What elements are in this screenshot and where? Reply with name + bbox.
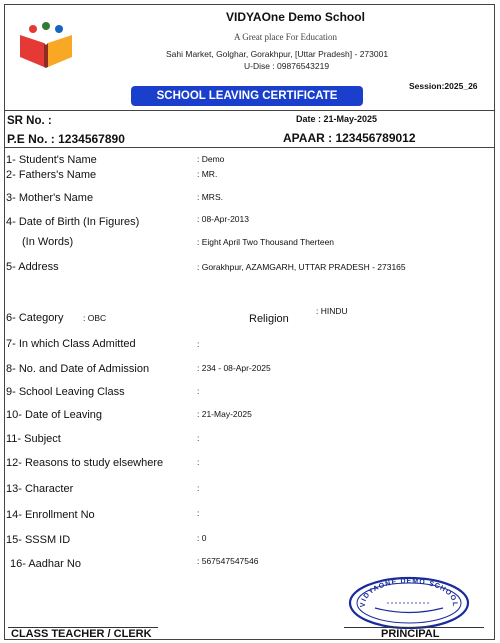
enrollment-value: : [197,508,200,518]
category-label: 6- Category [6,312,64,324]
school-tagline: A Great place For Education [234,32,337,42]
sssm-label: 15- SSSM ID [6,534,71,546]
subject-value: : [197,433,200,443]
father-name-value: : MR. [197,169,218,179]
aadhar-label: 16- Aadhar No [10,558,81,570]
student-name-value: : Demo [197,154,225,164]
sssm-value: : 0 [197,533,207,543]
address-label: 5- Address [6,261,59,273]
leaving-class-value: : [197,386,200,396]
details-divider [4,147,495,148]
header-divider [4,110,495,111]
session-label: Session:2025_26 [409,81,478,91]
aadhar-value: : 567547547546 [197,556,259,566]
teacher-signature-label: CLASS TEACHER / CLERK [11,628,152,640]
dob-figures-value: : 08-Apr-2013 [197,214,249,224]
category-value: : OBC [83,313,107,323]
leaving-class-label: 9- School Leaving Class [6,386,125,398]
reasons-label: 12- Reasons to study elsewhere [6,457,164,469]
dob-figures-label: 4- Date of Birth (In Figures) [6,216,140,228]
issue-date: Date : 21-May-2025 [296,114,378,124]
character-label: 13- Character [6,483,74,495]
father-name-label: 2- Fathers's Name [6,169,97,181]
sr-number: SR No. : [7,115,52,127]
school-address: Sahi Market, Golghar, Gorakhpur, [Uttar Pradesh] - 273001 [166,49,389,59]
student-name-label: 1- Student's Name [6,154,97,166]
seal-text: VIDYAONE DEMO SCHOOL [359,577,459,608]
reasons-value: : [197,457,200,467]
enrollment-label: 14- Enrollment No [6,509,95,521]
mother-name-label: 3- Mother's Name [6,192,94,204]
class-admitted-value: : [197,339,200,349]
dob-words-value: : Eight April Two Thousand Therteen [197,237,335,247]
address-value: : Gorakhpur, AZAMGARH, UTTAR PRADESH - 273165 [197,262,406,272]
school-name: VIDYAOne Demo School [226,10,365,24]
religion-label: Religion [249,313,289,325]
religion-value: : HINDU [316,306,348,316]
dob-words-label: (In Words) [22,236,74,248]
leaving-date-label: 10- Date of Leaving [6,409,103,421]
leaving-date-value: : 21-May-2025 [197,409,252,419]
subject-label: 11- Subject [6,433,61,445]
admission-value: : 234 - 08-Apr-2025 [197,363,271,373]
school-seal-stamp [347,575,471,629]
pe-number: P.E No. : 1234567890 [7,132,125,146]
open-book-logo-icon [16,21,76,69]
principal-signature-label: PRINCIPAL [381,628,440,640]
character-value: : [197,483,200,493]
certificate-title: SCHOOL LEAVING CERTIFICATE [131,86,363,106]
udise-code: U-Dise : 09876543219 [244,61,330,71]
apaar-number: APAAR : 123456789012 [283,131,416,145]
mother-name-value: : MRS. [197,192,223,202]
class-admitted-label: 7- In which Class Admitted [6,338,136,350]
admission-label: 8- No. and Date of Admission [6,363,150,375]
